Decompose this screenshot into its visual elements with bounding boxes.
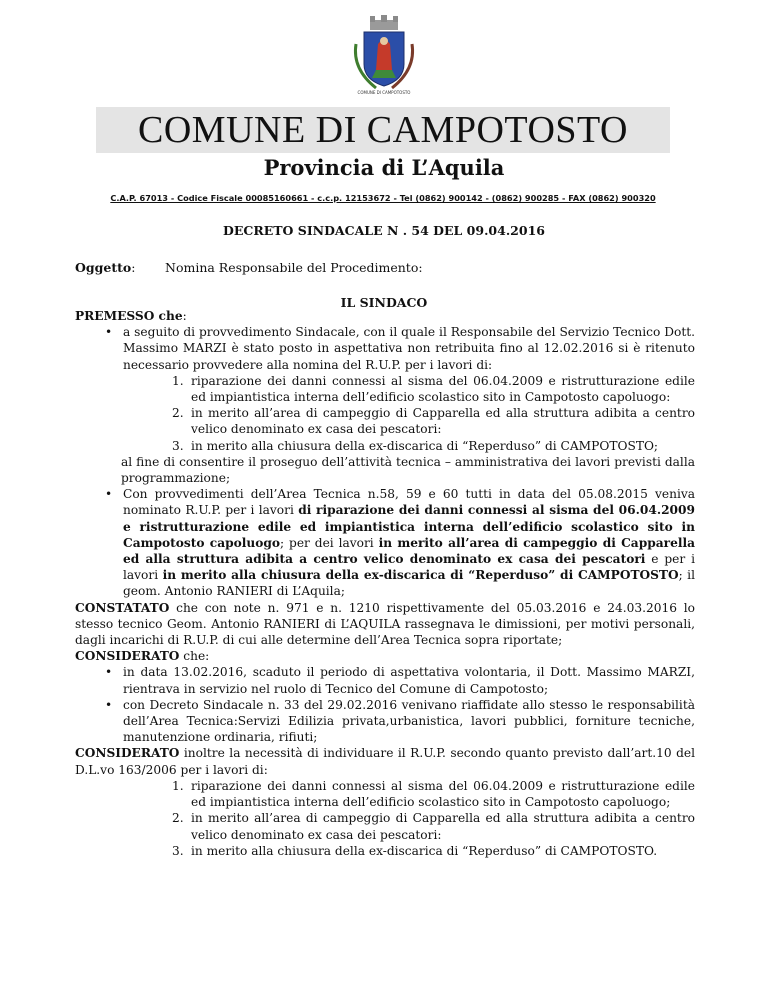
list-item: 3. in merito alla chiusura della ex-discarica di “Reperduso” di CAMPOTOSTO; [172, 438, 659, 453]
comune-title: COMUNE DI CAMPOTOSTO [138, 109, 628, 151]
coat-of-arms-logo [336, 14, 432, 96]
svg-text:COMUNE DI CAMPOTOSTO: COMUNE DI CAMPOTOSTO [357, 90, 411, 95]
premesso-heading: PREMESSO che: [75, 309, 187, 323]
contacts-line: C.A.P. 67013 - Codice Fiscale 00085160661 - c.c.p. 12153672 - Tel (0862) 900142 - (0862) 900285 - FAX (0862) 900320 [110, 193, 656, 203]
decree-heading: DECRETO SINDACALE N . 54 DEL 09.04.2016 [223, 223, 545, 238]
list-item: 2. in merito all’area di campeggio di Capparella ed alla struttura adibita a centro velico denominato ex casa dei pescatori: [172, 406, 695, 437]
premise-bullet-1: • a seguito di provvedimento Sindacale, con il quale il Responsabile del Servizio Tecnico Dott. Massimo MARZI è stato posto in aspettativa non retribuita fino al 12.02.2016 si è ritenuto necessario provvedere alla nomina del R.U.P. per i lavori di: [75, 324, 695, 373]
list-item: 3. in merito alla chiusura della ex-discarica di “Reperduso” di CAMPOTOSTO. [172, 843, 658, 858]
decree-body [75, 308, 695, 859]
considerato-paragraph: CONSIDERATO inoltre la necessità di individuare il R.U.P. secondo quanto previsto dall’art.10 del D.L.vo 163/2006 per i lavori di: [75, 746, 695, 777]
constatato-paragraph: CONSTATATO che con note n. 971 e n. 1210 rispettivamente del 05.03.2016 e 24.03.2016 lo stesso tecnico Geom. Antonio RANIERI di L’AQUILA rassegnava le dimissioni, per motivi personali, dagli incarichi di R.U.P. di cui alle determine dell’Area Tecnica sopra riportate; [75, 600, 695, 648]
premise-purpose: al fine di consentire il proseguo dell’attività tecnica – amministrativa dei lavori previsti dalla programmazione; [121, 454, 695, 486]
subject-text: Nomina Responsabile del Procedimento: [165, 260, 423, 275]
subject-label: Oggetto: [75, 260, 136, 275]
considerato-heading: CONSIDERATO che: [75, 649, 210, 664]
provincia-title: Provincia di L’Aquila [263, 155, 505, 180]
considerato-bullet-2: • con Decreto Sindacale n. 33 del 29.02.2016 venivano riaffidate allo stesso le responsabilità dell’Area Tecnica:Servizi Edilizia privata,urbanistica, lavori pubblici, forniture tecniche, manutenzione ordinaria, rifiuti; [75, 697, 695, 746]
list-item: 1. riparazione dei danni connessi al sisma del 06.04.2009 e ristrutturazione edile ed impiantistica interna dell’edificio scolastico sito in Campotosto capoluogo; [172, 778, 695, 810]
list-item: 2. in merito all’area di campeggio di Capparella ed alla struttura adibita a centro velico denominato ex casa dei pescatori: [172, 811, 695, 842]
considerato-bullet-1: • in data 13.02.2016, scaduto il periodo di aspettativa volontaria, il Dott. Massimo MARZI, rientrava in servizio nel ruolo di Tecnico del Comune di Campotosto; [75, 664, 695, 696]
il-sindaco-heading: IL SINDACO [340, 295, 428, 310]
premise-bullet-2: • Con provvedimenti dell’Area Tecnica n.58, 59 e 60 tutti in data del 05.08.2015 veniva nominato R.U.P. per i lavori di riparazione dei danni connessi al sisma del 06.04.2009 e ristrutturazione edile ed impiantistica interna dell’edificio scolastico sito in Campotosto capoluogo; per dei lavori in merito all’area di campeggio di Capparella ed alla struttura adibita a centro velico denominato ex casa dei pescatori e per i lavori in merito alla chiusura della ex-discarica di “Reperduso” di CAMPOTOSTO; il geom. Antonio RANIERI di L’Aquila; [75, 486, 695, 599]
crown-icon [370, 15, 398, 30]
list-item: 1. riparazione dei danni connessi al sisma del 06.04.2009 e ristrutturazione edile ed impiantistica interna dell’edificio scolastico sito in Campotosto capoluogo: [172, 373, 695, 405]
